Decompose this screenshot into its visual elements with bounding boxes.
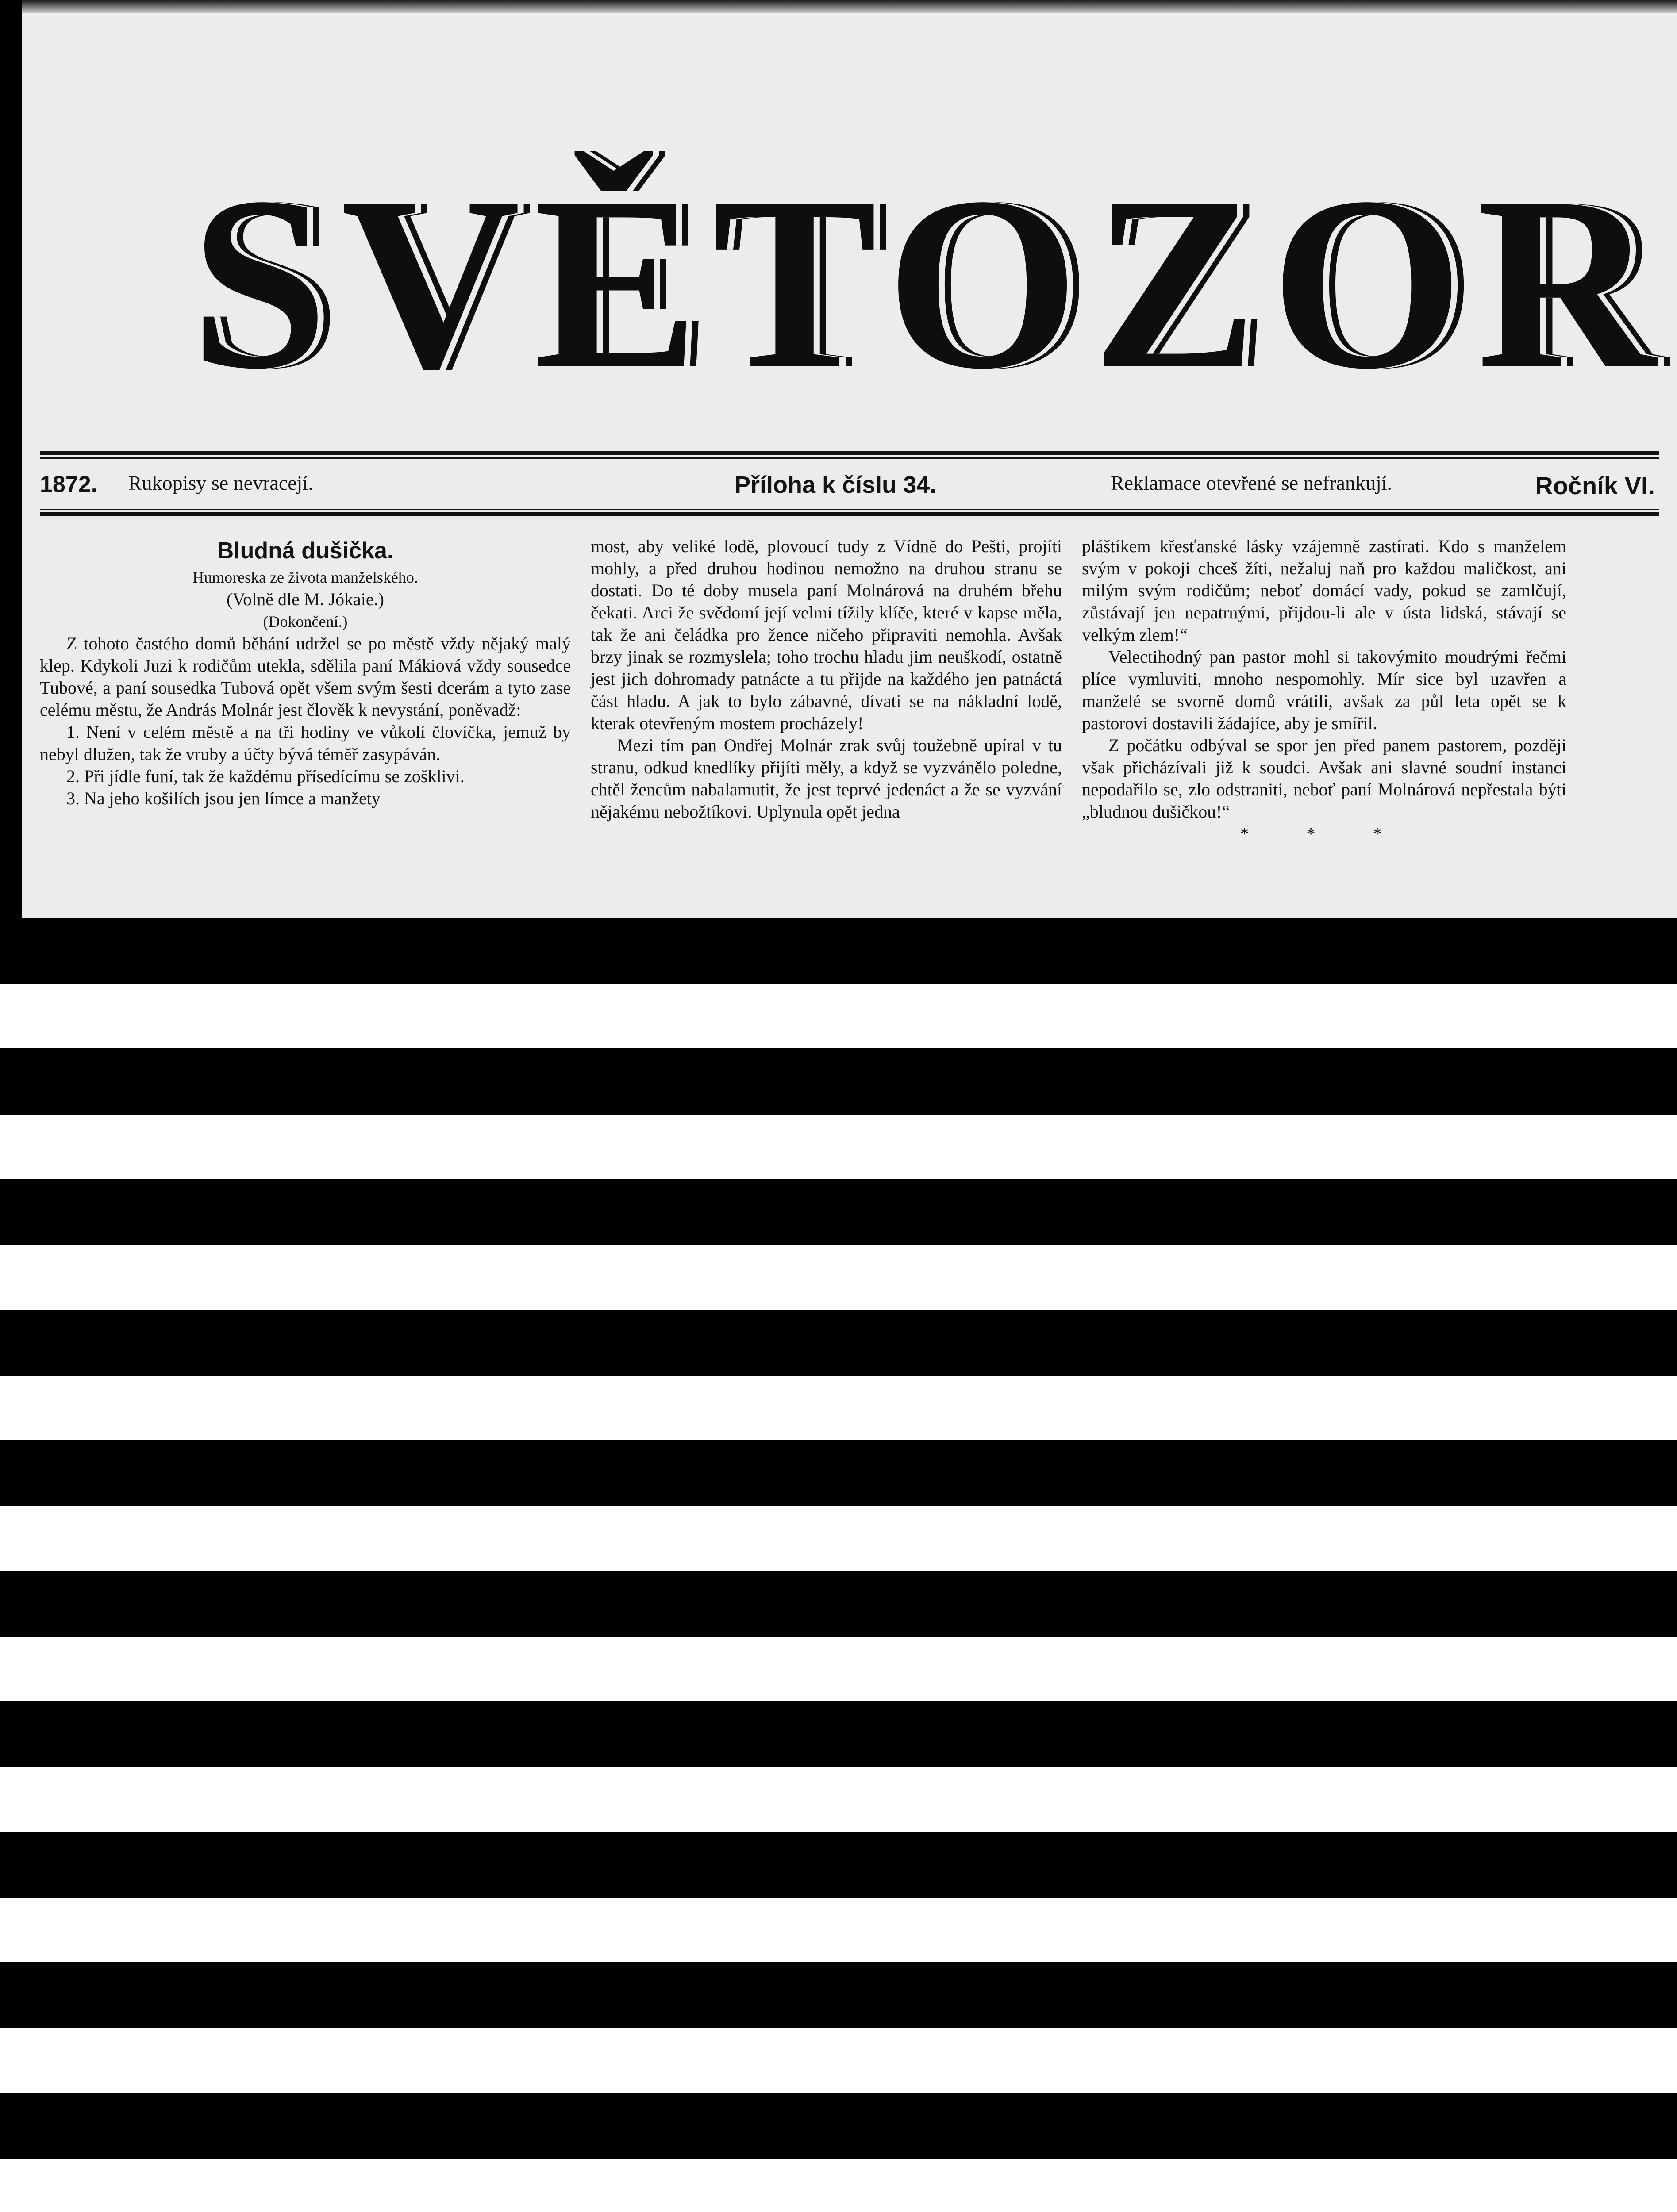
manuscripts-note: Rukopisy se nevracejí.: [128, 472, 313, 494]
column-2: [591, 535, 1062, 823]
newspaper-page: [22, 0, 1677, 918]
section-separator: * * *: [1240, 824, 1408, 844]
paragraph: Velectihodný pan pastor mohl si takovýmito moudrými řečmi plíce vymluviti, mnoho nespomohly. Mír sice byl uzavřen a manželé se svorně domů vrátili, avšak za půl leta opět se k pastorovi dostavili žádajíce, aby je smířil.: [1082, 647, 1566, 733]
top-rule: [40, 451, 1659, 455]
paragraph: pláštíkem křesťanské lásky vzájemně zastírati. Kdo s manželem svým v pokoji chceš žíti, nežaluj naň pro každou maličkost, ani milým svým rodičům; neboť domácí vady, pokud se zamlčují, zůstávají jen nepatrnými, přijdou-li ale v ústa lidská, stávají se velkým zlem!“: [1082, 536, 1566, 645]
top-rule-thin: [40, 457, 1659, 459]
column-1: [40, 535, 571, 810]
column-3: [1082, 535, 1566, 845]
issue-info-row: [40, 467, 1655, 502]
paragraph: most, aby veliké lodě, plovoucí tudy z Vídně do Pešti, projíti mohly, a před druhou hodinou nemožno na druhou stranu se dostati. Do té doby musela paní Molnárová na druhém břehu čekati. Arci že svědomí její velmi tížily klíče, které v kapse měla, tak že ani čeládka pro žence ničeho připraviti nemohla. Avšak brzy jinak se rozmyslela; toho trochu hladu jim neuškodí, ostatně jest jich dohromady patnácte a tu přijde na každého jen patnáctá část hladu. A jak to bylo zábavné, dívati se na nákladní lodě, kterak otevřeným mostem procházely!: [591, 536, 1062, 733]
volume-label: Ročník VI.: [1535, 472, 1655, 499]
article-continued: (Dokončení.): [263, 613, 348, 630]
bottom-rule-thin: [40, 509, 1659, 510]
complaints-note: Reklamace otevřené se nefrankují.: [1111, 472, 1392, 494]
paragraph: 2. Při jídle funí, tak že každému přísedícímu se zošklivi.: [66, 766, 465, 786]
article-attribution: (Volně dle M. Jókaie.): [227, 589, 384, 609]
article-subtitle: Humoreska ze života manželského.: [192, 568, 418, 586]
bottom-rule: [40, 512, 1659, 516]
article-title: Bludná dušička.: [217, 538, 394, 564]
paragraph: 1. Není v celém městě a na tři hodiny ve vůkolí človíčka, jemuž by nebyl dlužen, tak že vruby a účty bývá téměř zasypáván.: [40, 722, 571, 764]
scan-occlusion-stripes: [0, 918, 1677, 2212]
paragraph: Mezi tím pan Ondřej Molnár zrak svůj toužebně upíral v tu stranu, odkud knedlíky přijíti měly, a když se vyzvánělo poledne, chtěl žencům nabalamutit, že jest teprvé jedenáct a že se vyzvání nějakému nebožtíkovi. Uplynula opět jedna: [591, 735, 1062, 822]
masthead: [190, 119, 1669, 447]
supplement-note: Příloha k číslu 34.: [735, 472, 937, 498]
paragraph: Z počátku odbýval se spor jen před panem pastorem, později však přicházívali již k soudci. Avšak ani slavné soudní instanci nepodařilo se, zlo odstraniti, neboť paní Molnárová nepřestala býti „bludnou dušičkou!“: [1082, 735, 1566, 822]
masthead-title: SVĚTOZOR: [190, 146, 1669, 420]
paragraph: Z tohoto častého domů běhání udržel se po městě vždy nějaký malý klep. Kdykoli Juzi k rodičům utekla, sdělila paní Mákiová vždy sousedce Tubové, a paní sousedka Tubová opět všem svým šesti dcerám a tyto zase celému městu, že András Molnár jest člověk k nevystání, poněvadž:: [40, 634, 571, 720]
issue-year: 1872.: [40, 472, 98, 497]
paragraph: 3. Na jeho košilích jsou jen límce a manžety: [66, 788, 381, 808]
